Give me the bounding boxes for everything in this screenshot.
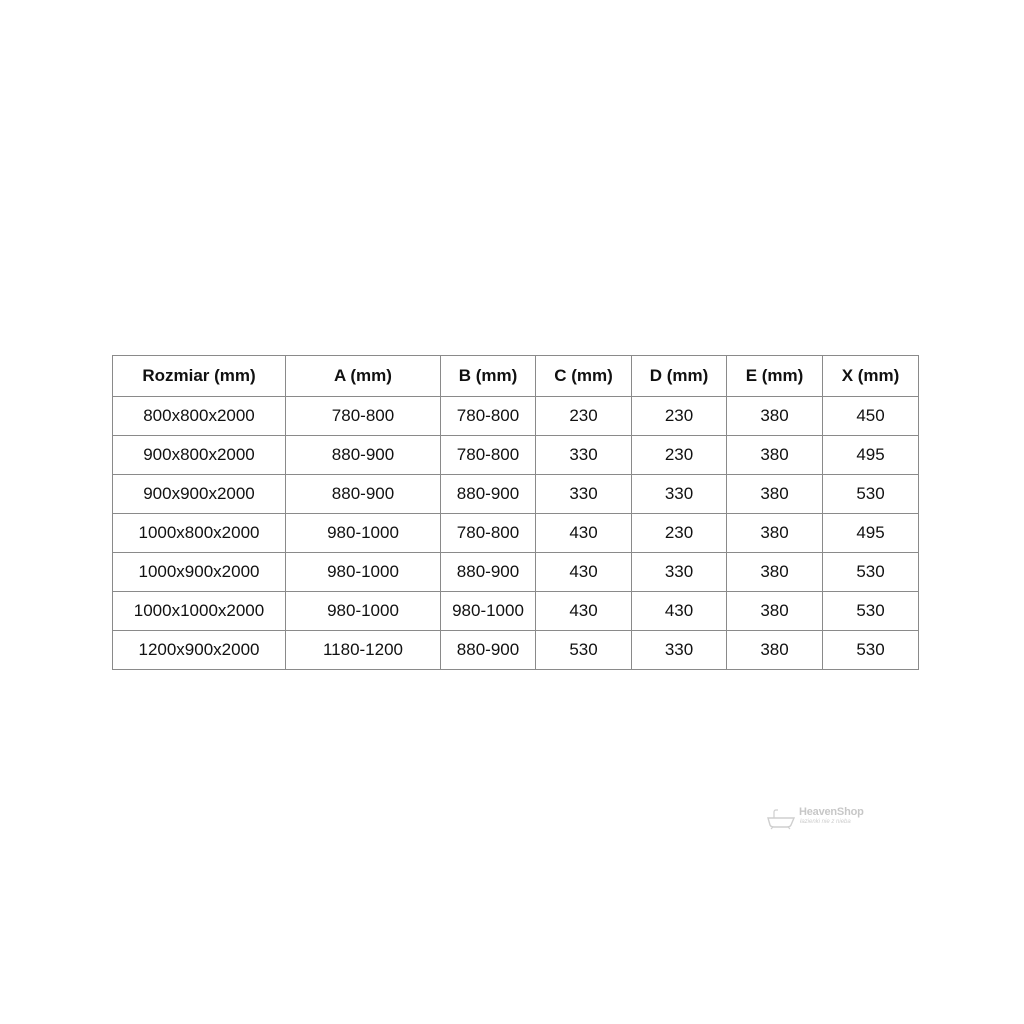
table-cell: 330 — [536, 475, 632, 514]
table-cell: 980-1000 — [441, 592, 536, 631]
table-cell: 880-900 — [441, 553, 536, 592]
column-header: C (mm) — [536, 356, 632, 397]
table-row — [113, 631, 919, 670]
table-row — [113, 553, 919, 592]
table-cell: 980-1000 — [286, 514, 441, 553]
table-cell: 430 — [632, 592, 727, 631]
table-cell: 880-900 — [286, 475, 441, 514]
table-cell: 380 — [727, 553, 823, 592]
table-row — [113, 475, 919, 514]
table-cell: 380 — [727, 475, 823, 514]
table-cell: 530 — [823, 475, 919, 514]
table-cell: 430 — [536, 514, 632, 553]
table-cell: 380 — [727, 436, 823, 475]
table-cell: 430 — [536, 553, 632, 592]
table-row — [113, 514, 919, 553]
table-cell: 980-1000 — [286, 592, 441, 631]
column-header: X (mm) — [823, 356, 919, 397]
table-cell: 980-1000 — [286, 553, 441, 592]
table-cell: 1000x900x2000 — [113, 553, 286, 592]
column-header: D (mm) — [632, 356, 727, 397]
table-row — [113, 436, 919, 475]
table-cell: 495 — [823, 436, 919, 475]
table-cell: 530 — [823, 553, 919, 592]
table-cell: 230 — [632, 436, 727, 475]
table-cell: 1180-1200 — [286, 631, 441, 670]
table-cell: 530 — [536, 631, 632, 670]
table-cell: 495 — [823, 514, 919, 553]
column-header: Rozmiar (mm) — [113, 356, 286, 397]
table-cell: 880-900 — [286, 436, 441, 475]
table-cell: 900x800x2000 — [113, 436, 286, 475]
table-cell: 330 — [536, 436, 632, 475]
table-cell: 1000x800x2000 — [113, 514, 286, 553]
table-cell: 380 — [727, 631, 823, 670]
table-cell: 380 — [727, 514, 823, 553]
column-header: A (mm) — [286, 356, 441, 397]
table-cell: 780-800 — [441, 436, 536, 475]
table-cell: 900x900x2000 — [113, 475, 286, 514]
table-row — [113, 592, 919, 631]
heavenshop-watermark — [766, 806, 886, 832]
watermark-tagline: łazienki nie z nieba — [800, 819, 851, 825]
table-cell: 530 — [823, 631, 919, 670]
table-cell: 880-900 — [441, 631, 536, 670]
dimensions-table — [112, 355, 919, 670]
column-header: E (mm) — [727, 356, 823, 397]
watermark-brand: HeavenShop — [799, 806, 864, 818]
table-cell: 880-900 — [441, 475, 536, 514]
table-cell: 1200x900x2000 — [113, 631, 286, 670]
table-cell: 230 — [632, 397, 727, 436]
table-cell: 1000x1000x2000 — [113, 592, 286, 631]
table-cell: 330 — [632, 553, 727, 592]
table-cell: 780-800 — [441, 514, 536, 553]
table-cell: 800x800x2000 — [113, 397, 286, 436]
table-cell: 230 — [632, 514, 727, 553]
table-header-row — [113, 356, 919, 397]
table-cell: 530 — [823, 592, 919, 631]
table-cell: 380 — [727, 592, 823, 631]
table-cell: 230 — [536, 397, 632, 436]
table-row — [113, 397, 919, 436]
table-cell: 380 — [727, 397, 823, 436]
table-cell: 430 — [536, 592, 632, 631]
table-cell: 330 — [632, 475, 727, 514]
table-cell: 450 — [823, 397, 919, 436]
table-cell: 780-800 — [441, 397, 536, 436]
table-cell: 780-800 — [286, 397, 441, 436]
column-header: B (mm) — [441, 356, 536, 397]
table-cell: 330 — [632, 631, 727, 670]
